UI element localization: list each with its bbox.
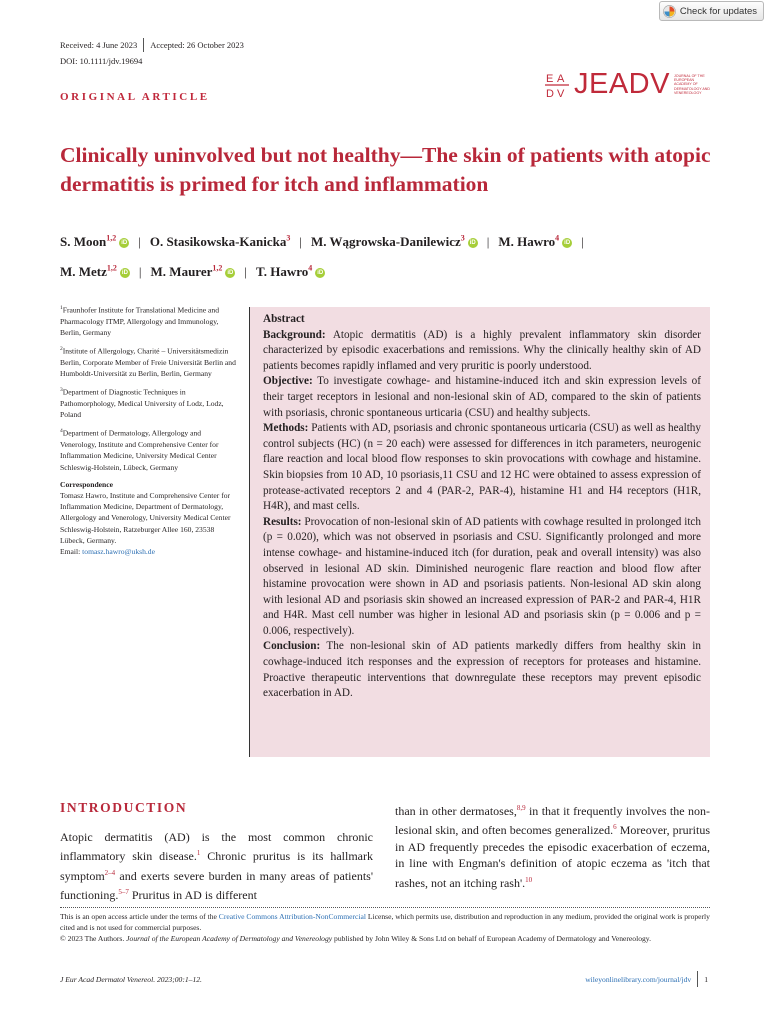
logo-journal-line: JOURNAL OF THE [673, 73, 705, 78]
author-affiliation-marker: 1,2 [106, 263, 117, 273]
license-notice [60, 912, 710, 944]
body-text-run: Moreover, pruritus in AD frequently precedes the episodic exacerbation of eczema, in line with Engman's definition of atopic eczema as 'itch that rashes, not an itching rash'. [395, 823, 710, 890]
abstract-section [263, 639, 701, 701]
author-affiliation-marker: 4 [555, 234, 560, 243]
journal-citation: J Eur Acad Dermatol Venereol. 2023;00:1–12. [60, 975, 202, 984]
author [150, 234, 291, 249]
body-text-run: in that it frequently involves the non-lesional skin, and often becomes generalized. [395, 804, 710, 838]
svg-text:A: A [557, 72, 565, 85]
author [256, 264, 325, 279]
affiliation-text: Department of Dermatology, Allergology and Venerology, Institute and Comprehensive Center for Inflammation Medicine, University Medical Center Schleswig-Holstein, Lübeck, Germany [60, 428, 219, 472]
intro-paragraph-right [395, 800, 710, 891]
divider [143, 38, 144, 52]
abstract-section-label: Methods: [263, 422, 309, 435]
abstract-heading: Abstract [263, 313, 305, 325]
journal-url-link[interactable]: wileyonlinelibrary.com/journal/jdv [585, 974, 692, 984]
copyright-pre: © 2023 The Authors. [60, 933, 127, 943]
article-dates [60, 38, 244, 52]
author-separator: | [138, 234, 141, 250]
author-separator: | [486, 234, 490, 250]
author-name: S. Moon [60, 234, 107, 250]
logo-journal-name [674, 74, 712, 95]
article-type: ORIGINAL ARTICLE [60, 91, 210, 103]
logo-journal-line: ACADEMY OF [673, 82, 698, 87]
citation-ref[interactable]: 5–7 [118, 888, 129, 897]
citation-ref[interactable]: 6 [613, 823, 617, 832]
email-link[interactable]: tomasz.hawro@uksh.de [82, 546, 155, 556]
abstract-section-label: Objective: [263, 375, 313, 388]
check-for-updates-icon [663, 5, 676, 18]
author-separator: | [299, 234, 302, 250]
author-affiliation-marker: 3 [286, 234, 291, 243]
correspondence-text: Tomasz Hawro, Institute and Comprehensive Center for Inflammation Medicine, Department of Dermatology, Allergology and Venerology, University Medical Center Schleswig-Holstein, Ratzeburger Allee 160, 23538 Lübeck, Germany. [60, 490, 231, 545]
citation-ref[interactable]: 2–4 [104, 868, 116, 877]
affiliation [60, 344, 236, 379]
affiliation-number: 2 [60, 346, 63, 353]
citation-ref[interactable]: 8,9 [516, 804, 526, 812]
affiliation [60, 303, 236, 338]
body-text-run: Atopic dermatitis (AD) is the most common chronic inflammatory skin disease. [60, 830, 373, 864]
body-text-run: Chronic pruritus is its hallmark symptom [60, 849, 373, 883]
svg-text:E: E [546, 72, 554, 85]
received-date: Received: 4 June 2023 [60, 40, 138, 50]
affiliation-text: Department of Diagnostic Techniques in Pathomorphology, Medical University of Lodz, Lodz, Poland [60, 387, 224, 420]
citation-ref[interactable]: 1 [196, 849, 201, 858]
abstract-section [263, 421, 701, 515]
author-name: M. Wągrowska-Danilewicz [311, 234, 461, 250]
license-text-pre: This is an open access article under the terms of the [60, 912, 219, 921]
orcid-icon[interactable]: iD [564, 240, 571, 247]
logo-journal-line: EUROPEAN [673, 78, 695, 83]
author-separator: | [244, 263, 247, 279]
author-name: M. Hawro [498, 234, 556, 250]
abstract-section-label: Conclusion: [263, 640, 321, 653]
page-footer [585, 971, 708, 987]
abstract-section-text: To investigate cowhage- and histamine-induced itch and skin expression levels of their target receptors in lesional and non-lesional skin of AD, compared to the skin of patients with psoriasis, chronic spontaneous urticaria (CSU) and healthy subjects. [263, 375, 701, 419]
citation-ref[interactable]: 10 [525, 875, 533, 884]
author-name: T. Hawro [256, 263, 309, 279]
page-number: 1 [704, 974, 708, 984]
abstract-section-text: Provocation of non-lesional skin of AD patients with cowhage resulted in prolonged itch (p = 0.020), which was not observed in psoriasis and CSU. Significantly prolonged and more intense cowhage- and histamine-induced itch (for duration, peak and overall intensity) was also observed in lesional AD skin. Diminished neurogenic flare reaction and blood flow after histamine provocation were shown in AD and psoriasis patients. Non-lesional AD skin along with lesional AD and psoriasis skin showed an increased expression of PAR-2 and PAR-4, H1R and H4R. Mast cell number was higher in lesional AD and psoriasis skin (p = 0.006 and p = 0.006, respectively). [263, 515, 701, 637]
abstract-box [249, 307, 710, 757]
author-name: M. Maurer [150, 263, 213, 279]
cc-license-link[interactable]: Creative Commons Attribution-NonCommercial [218, 912, 366, 921]
author-name: O. Stasikowska-Kanicka [149, 234, 287, 250]
author-separator: | [581, 234, 584, 250]
affiliation-number: 3 [60, 387, 63, 394]
abstract-section-label: Background: [263, 328, 326, 341]
email-label: Email: [60, 546, 83, 556]
orcid-icon[interactable]: iD [121, 240, 128, 247]
author [151, 264, 236, 279]
accepted-date: Accepted: 26 October 2023 [150, 40, 244, 50]
license-text-post: License, which permits use, distribution and reproduction in any medium, provided the original work is properly cited and is not used for commercial purposes. [60, 912, 710, 932]
abstract-section [263, 515, 701, 640]
doi: DOI: 10.1111/jdv.19694 [60, 56, 143, 66]
author-list [60, 226, 720, 285]
check-for-updates-label: Check for updates [679, 5, 757, 17]
affiliation-number: 4 [60, 428, 63, 435]
author-name: M. Metz [60, 263, 107, 279]
logo-journal-line: VENEREOLOGY [673, 90, 702, 95]
orcid-icon[interactable]: iD [317, 269, 324, 276]
affiliation [60, 426, 236, 472]
affiliations [60, 303, 236, 557]
copyright-post: published by John Wiley & Sons Ltd on behalf of European Academy of Dermatology and Venereology. [332, 933, 651, 943]
check-for-updates-button[interactable] [659, 1, 764, 21]
abstract-section [263, 328, 701, 375]
body-text-run: than in other dermatoses, [395, 804, 517, 818]
abstract-section-text: Patients with AD, psoriasis and chronic spontaneous urticaria (CSU) as well as healthy control subjects (HC) (n = 20 each) were assessed for differences in itch parameters, neurogenic flare reaction and local blood flow responses to skin provocations with cowhage and histamine. Skin biopsies from 10 AD, 10 psoriasis,11 CSU and 12 HC were obtained to assess expression of protease-activated receptors 2 and 4 (PAR-2, PAR-4), histamine H1 and H4 receptors (H1R, H4R), and mast cells. [263, 422, 701, 513]
orcid-icon[interactable]: iD [121, 269, 128, 276]
affiliation [60, 385, 236, 420]
divider [697, 971, 698, 987]
orcid-icon[interactable]: iD [469, 240, 476, 247]
body-text-run: Pruritus in AD is different [128, 888, 257, 903]
affiliation-text: Fraunhofer Institute for Translational Medicine and Pharmacology ITMP, Allergology and Immunology, Berlin, Germany [60, 305, 220, 337]
logo-wordmark: JEADV [574, 68, 670, 100]
logo-journal-line: DERMATOLOGY AND [673, 86, 710, 91]
journal-logo [545, 68, 712, 101]
article-title: Clinically uninvolved but not healthy—The skin of patients with atopic dermatitis is primed for itch and inflammation [60, 143, 711, 196]
affiliation-number: 1 [60, 305, 63, 311]
abstract-section [263, 374, 701, 421]
introduction-heading: INTRODUCTION [60, 800, 188, 815]
correspondence-heading: Correspondence [60, 479, 114, 489]
correspondence-email-line [60, 546, 236, 557]
affiliation-text: Institute of Allergology, Charité – Universitätsmedizin Berlin, Corporate Member of Freie Universität Berlin and Humboldt-Universität zu Berlin, Berlin, Germany [60, 346, 236, 379]
orcid-icon[interactable]: iD [227, 269, 234, 276]
author-affiliation-marker: 4 [308, 263, 313, 273]
copyright-journal: Journal of the European Academy of Dermatology and Venereology [126, 933, 333, 943]
author-affiliation-marker: 1,2 [106, 234, 117, 243]
author [60, 234, 129, 249]
jeadv-logo-mark [545, 70, 569, 100]
author [311, 234, 478, 249]
author-affiliation-marker: 3 [460, 234, 465, 243]
intro-paragraph-left [60, 829, 373, 904]
abstract-section-text: The non-lesional skin of AD patients markedly differs from healthy skin in cowhage-induced itch responses and the expression of receptors for proteases and histamine. Proactive therapeutic interventions that downregulate these receptors may prevent episodic exacerbation in AD. [263, 640, 701, 700]
body-text-run: and exerts severe burden in many areas of patients' functioning. [60, 868, 373, 903]
svg-text:D: D [546, 87, 554, 100]
author [498, 234, 572, 249]
footnote-divider [60, 907, 710, 908]
svg-text:V: V [557, 87, 565, 100]
abstract-section-text: Atopic dermatitis (AD) is a highly prevalent inflammatory skin disorder characterized by episodic exacerbations and remissions. Why the clinically healthy skin of AD patients becomes rapidly inflamed and very pruritic is poorly understood. [263, 328, 701, 372]
abstract-section-label: Results: [263, 515, 302, 528]
author [60, 264, 130, 279]
author-affiliation-marker: 1,2 [212, 263, 223, 273]
author-separator: | [138, 263, 142, 279]
